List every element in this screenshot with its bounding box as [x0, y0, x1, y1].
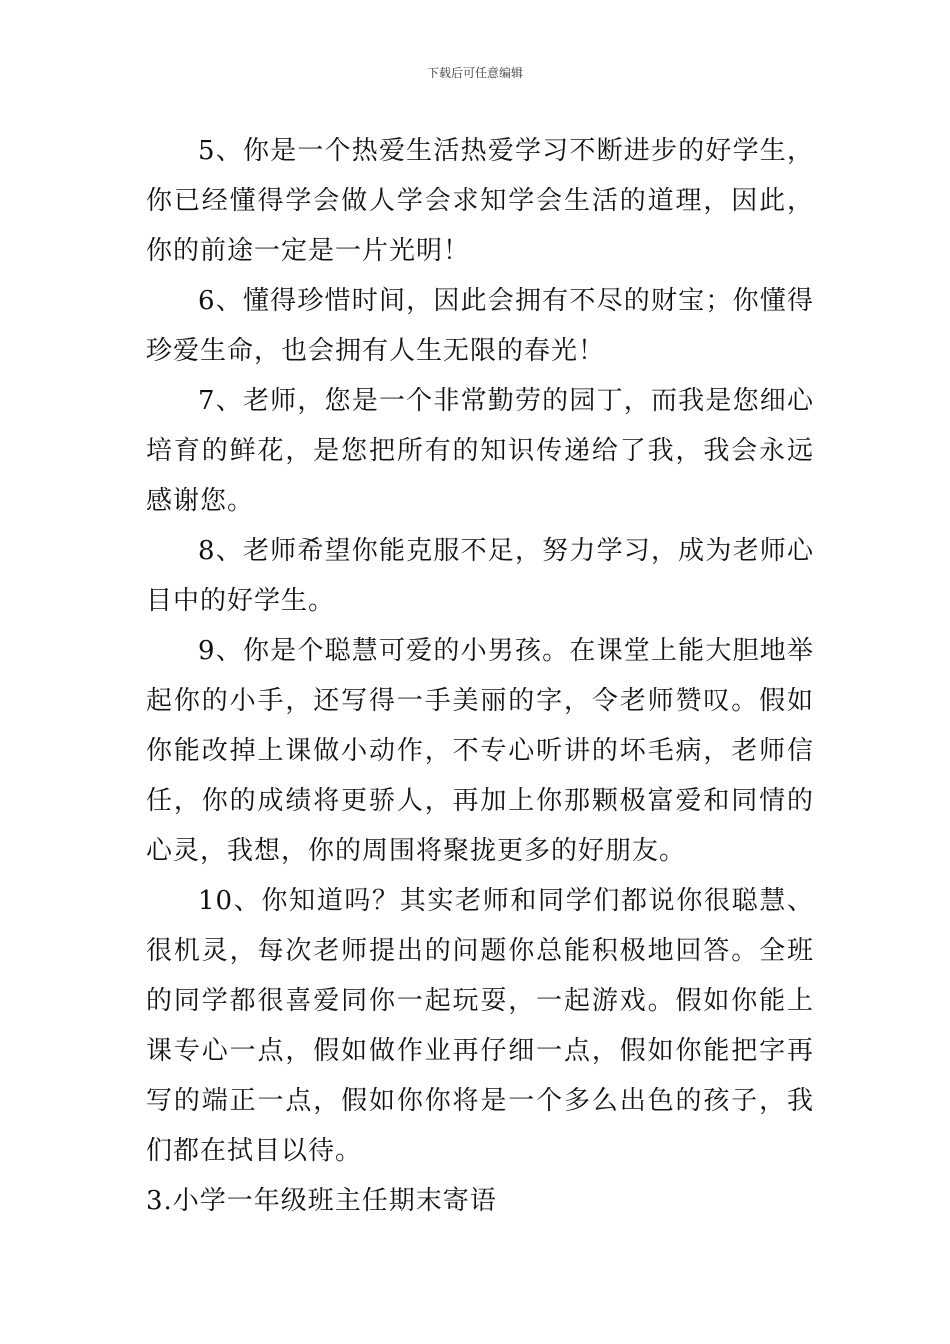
section-heading: 3.小学一年级班主任期末寄语 — [146, 1186, 497, 1216]
paragraph-9: 9、你是个聪慧可爱的小男孩。在课堂上能大胆地举起你的小手，还写得一手美丽的字，令老师赞叹。假如你能改掉上课做小动作，不专心听讲的坏毛病，老师信任，你的成绩将更骄人，再加上你那颗极富爱和同情的心灵，我想，你的周围将聚拢更多的好朋友。 — [146, 636, 814, 866]
paragraph-8: 8、老师希望你能克服不足，努力学习，成为老师心目中的好学生。 — [146, 536, 814, 616]
paragraph-6: 6、懂得珍惜时间，因此会拥有不尽的财宝；你懂得珍爱生命，也会拥有人生无限的春光！ — [146, 286, 814, 366]
paragraph-7: 7、老师，您是一个非常勤劳的园丁，而我是您细心培育的鲜花，是您把所有的知识传递给了我，我会永远感谢您。 — [146, 386, 814, 516]
paragraph-10: 10、你知道吗？其实老师和同学们都说你很聪慧、很机灵，每次老师提出的问题你总能积极地回答。全班的同学都很喜爱同你一起玩耍，一起游戏。假如你能上课专心一点，假如做作业再仔细一点，假如你能把字再写的端正一点，假如你你将是一个多么出色的孩子，我们都在拭目以待。 — [146, 886, 814, 1166]
document-body — [146, 126, 814, 1226]
page-header-note: 下载后可任意编辑 — [426, 66, 523, 80]
paragraph-5: 5、你是一个热爱生活热爱学习不断进步的好学生，你已经懂得学会做人学会求知学会生活的道理，因此，你的前途一定是一片光明！ — [146, 136, 814, 266]
